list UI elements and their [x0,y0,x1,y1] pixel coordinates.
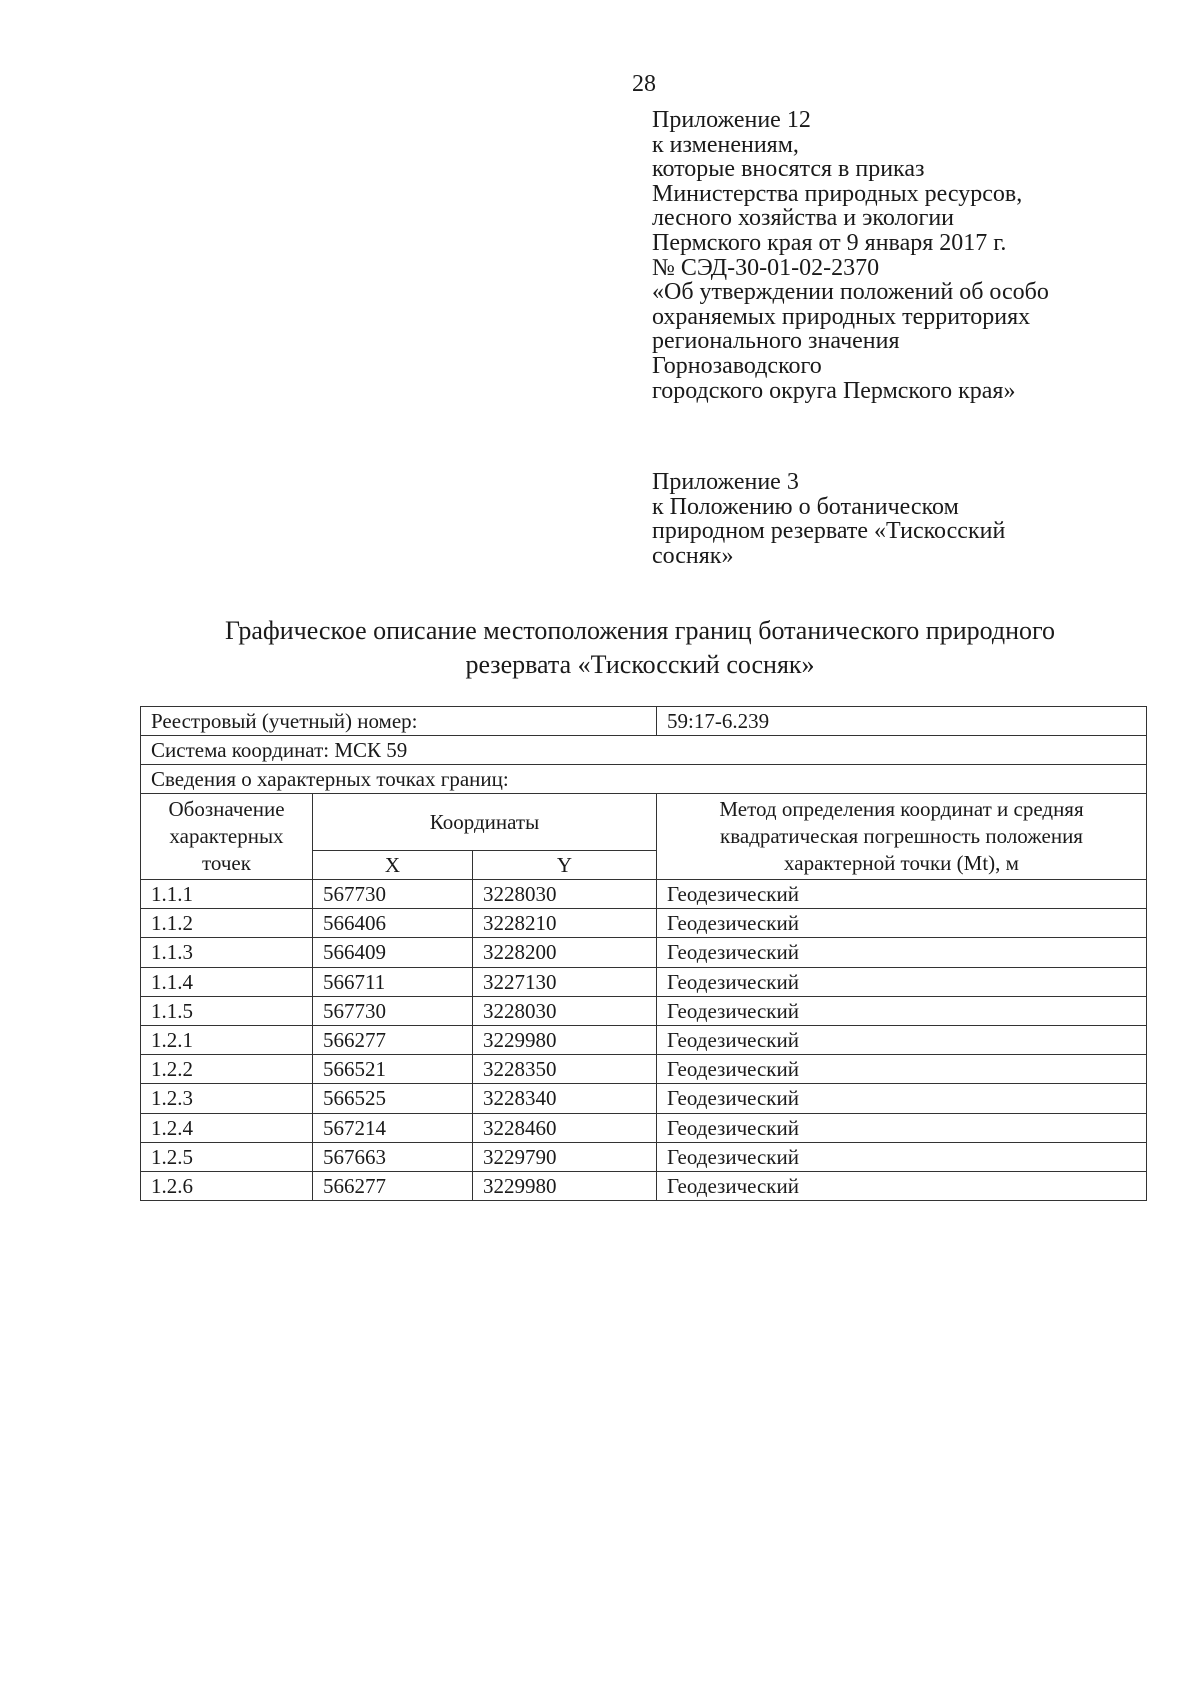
appendix-12-line: регионального значения [652,328,900,355]
point-id: 1.2.2 [141,1055,313,1084]
point-method: Геодезический [657,1113,1147,1142]
point-id: 1.1.1 [141,880,313,909]
appendix-12-line: Приложение 12 [652,107,811,133]
page-number: 28 [632,71,656,97]
point-method: Геодезический [657,1142,1147,1171]
appendix-3-header [652,470,1005,568]
appendix-12-line: «Об утверждении положений об особо [652,279,1049,306]
point-y: 3228030 [473,996,657,1025]
point-x: 566409 [313,938,473,967]
point-x: 567663 [313,1142,473,1171]
point-y: 3228210 [473,909,657,938]
table-row [141,1055,1147,1084]
point-x: 566711 [313,967,473,996]
appendix-12-line: № СЭД-30-01-02-2370 [652,254,880,281]
point-method: Геодезический [657,1025,1147,1054]
header-x: X [313,851,473,880]
point-y: 3229980 [473,1025,657,1054]
appendix-3-line: природном резервате «Тискосский [652,518,1006,545]
point-id: 1.2.6 [141,1171,313,1200]
header-designation: Обозначение характерных точек [141,794,313,880]
point-method: Геодезический [657,996,1147,1025]
point-x: 566277 [313,1025,473,1054]
point-method: Геодезический [657,1171,1147,1200]
point-id: 1.1.2 [141,909,313,938]
registry-row [141,707,1147,736]
appendix-12-line: лесного хозяйства и экологии [652,205,955,232]
points-info-row [141,765,1147,794]
point-y: 3227130 [473,967,657,996]
point-x: 566521 [313,1055,473,1084]
table-row [141,909,1147,938]
point-id: 1.2.3 [141,1084,313,1113]
table-header-row [141,794,1147,851]
header-method: Метод определения координат и средняя квадратическая погрешность положения характерной точки (Mt), м [657,794,1147,880]
point-method: Геодезический [657,938,1147,967]
point-id: 1.2.1 [141,1025,313,1054]
point-y: 3228030 [473,880,657,909]
point-y: 3228350 [473,1055,657,1084]
table-row [141,996,1147,1025]
table-row [141,1025,1147,1054]
appendix-12-line: Горнозаводского [652,352,822,379]
table-row [141,938,1147,967]
appendix-12-line: к изменениям, [652,131,799,158]
point-y: 3228200 [473,938,657,967]
appendix-12-line: городского округа Пермского края» [652,377,1016,404]
appendix-12-line: охраняемых природных территориях [652,303,1031,330]
appendix-12-line: Пермского края от 9 января 2017 г. [652,229,1007,256]
header-coordinates: Координаты [313,794,657,851]
point-method: Геодезический [657,880,1147,909]
document-title [140,614,1140,682]
coord-system: Система координат: МСК 59 [141,736,1147,765]
point-method: Геодезический [657,909,1147,938]
table-row [141,880,1147,909]
appendix-3-line: сосняк» [652,542,734,569]
point-id: 1.1.5 [141,996,313,1025]
table-row [141,1113,1147,1142]
point-x: 566525 [313,1084,473,1113]
appendix-12-line: Министерства природных ресурсов, [652,180,1023,207]
point-x: 567730 [313,996,473,1025]
boundary-points-table [140,706,1147,1201]
table-row [141,1142,1147,1171]
registry-label: Реестровый (учетный) номер: [141,707,657,736]
table-row [141,967,1147,996]
appendix-3-line: Приложение 3 [652,469,799,495]
point-id: 1.2.5 [141,1142,313,1171]
point-id: 1.1.4 [141,967,313,996]
point-x: 567730 [313,880,473,909]
coord-system-row [141,736,1147,765]
point-x: 567214 [313,1113,473,1142]
table-row [141,1084,1147,1113]
point-method: Геодезический [657,1055,1147,1084]
points-info: Сведения о характерных точках границ: [141,765,1147,794]
point-method: Геодезический [657,967,1147,996]
point-y: 3229790 [473,1142,657,1171]
registry-value: 59:17-6.239 [657,707,1147,736]
point-x: 566406 [313,909,473,938]
document-title-line-1: Графическое описание местоположения границ ботанического природного [224,616,1056,645]
point-y: 3228460 [473,1113,657,1142]
point-method: Геодезический [657,1084,1147,1113]
appendix-3-line: к Положению о ботаническом [652,493,959,520]
point-y: 3228340 [473,1084,657,1113]
appendix-12-line: которые вносятся в приказ [652,156,925,183]
header-y: Y [473,851,657,880]
document-title-line-2: резервата «Тискосский сосняк» [465,650,815,679]
point-x: 566277 [313,1171,473,1200]
appendix-12-header [652,108,1049,403]
table-row [141,1171,1147,1200]
point-id: 1.2.4 [141,1113,313,1142]
point-y: 3229980 [473,1171,657,1200]
point-id: 1.1.3 [141,938,313,967]
